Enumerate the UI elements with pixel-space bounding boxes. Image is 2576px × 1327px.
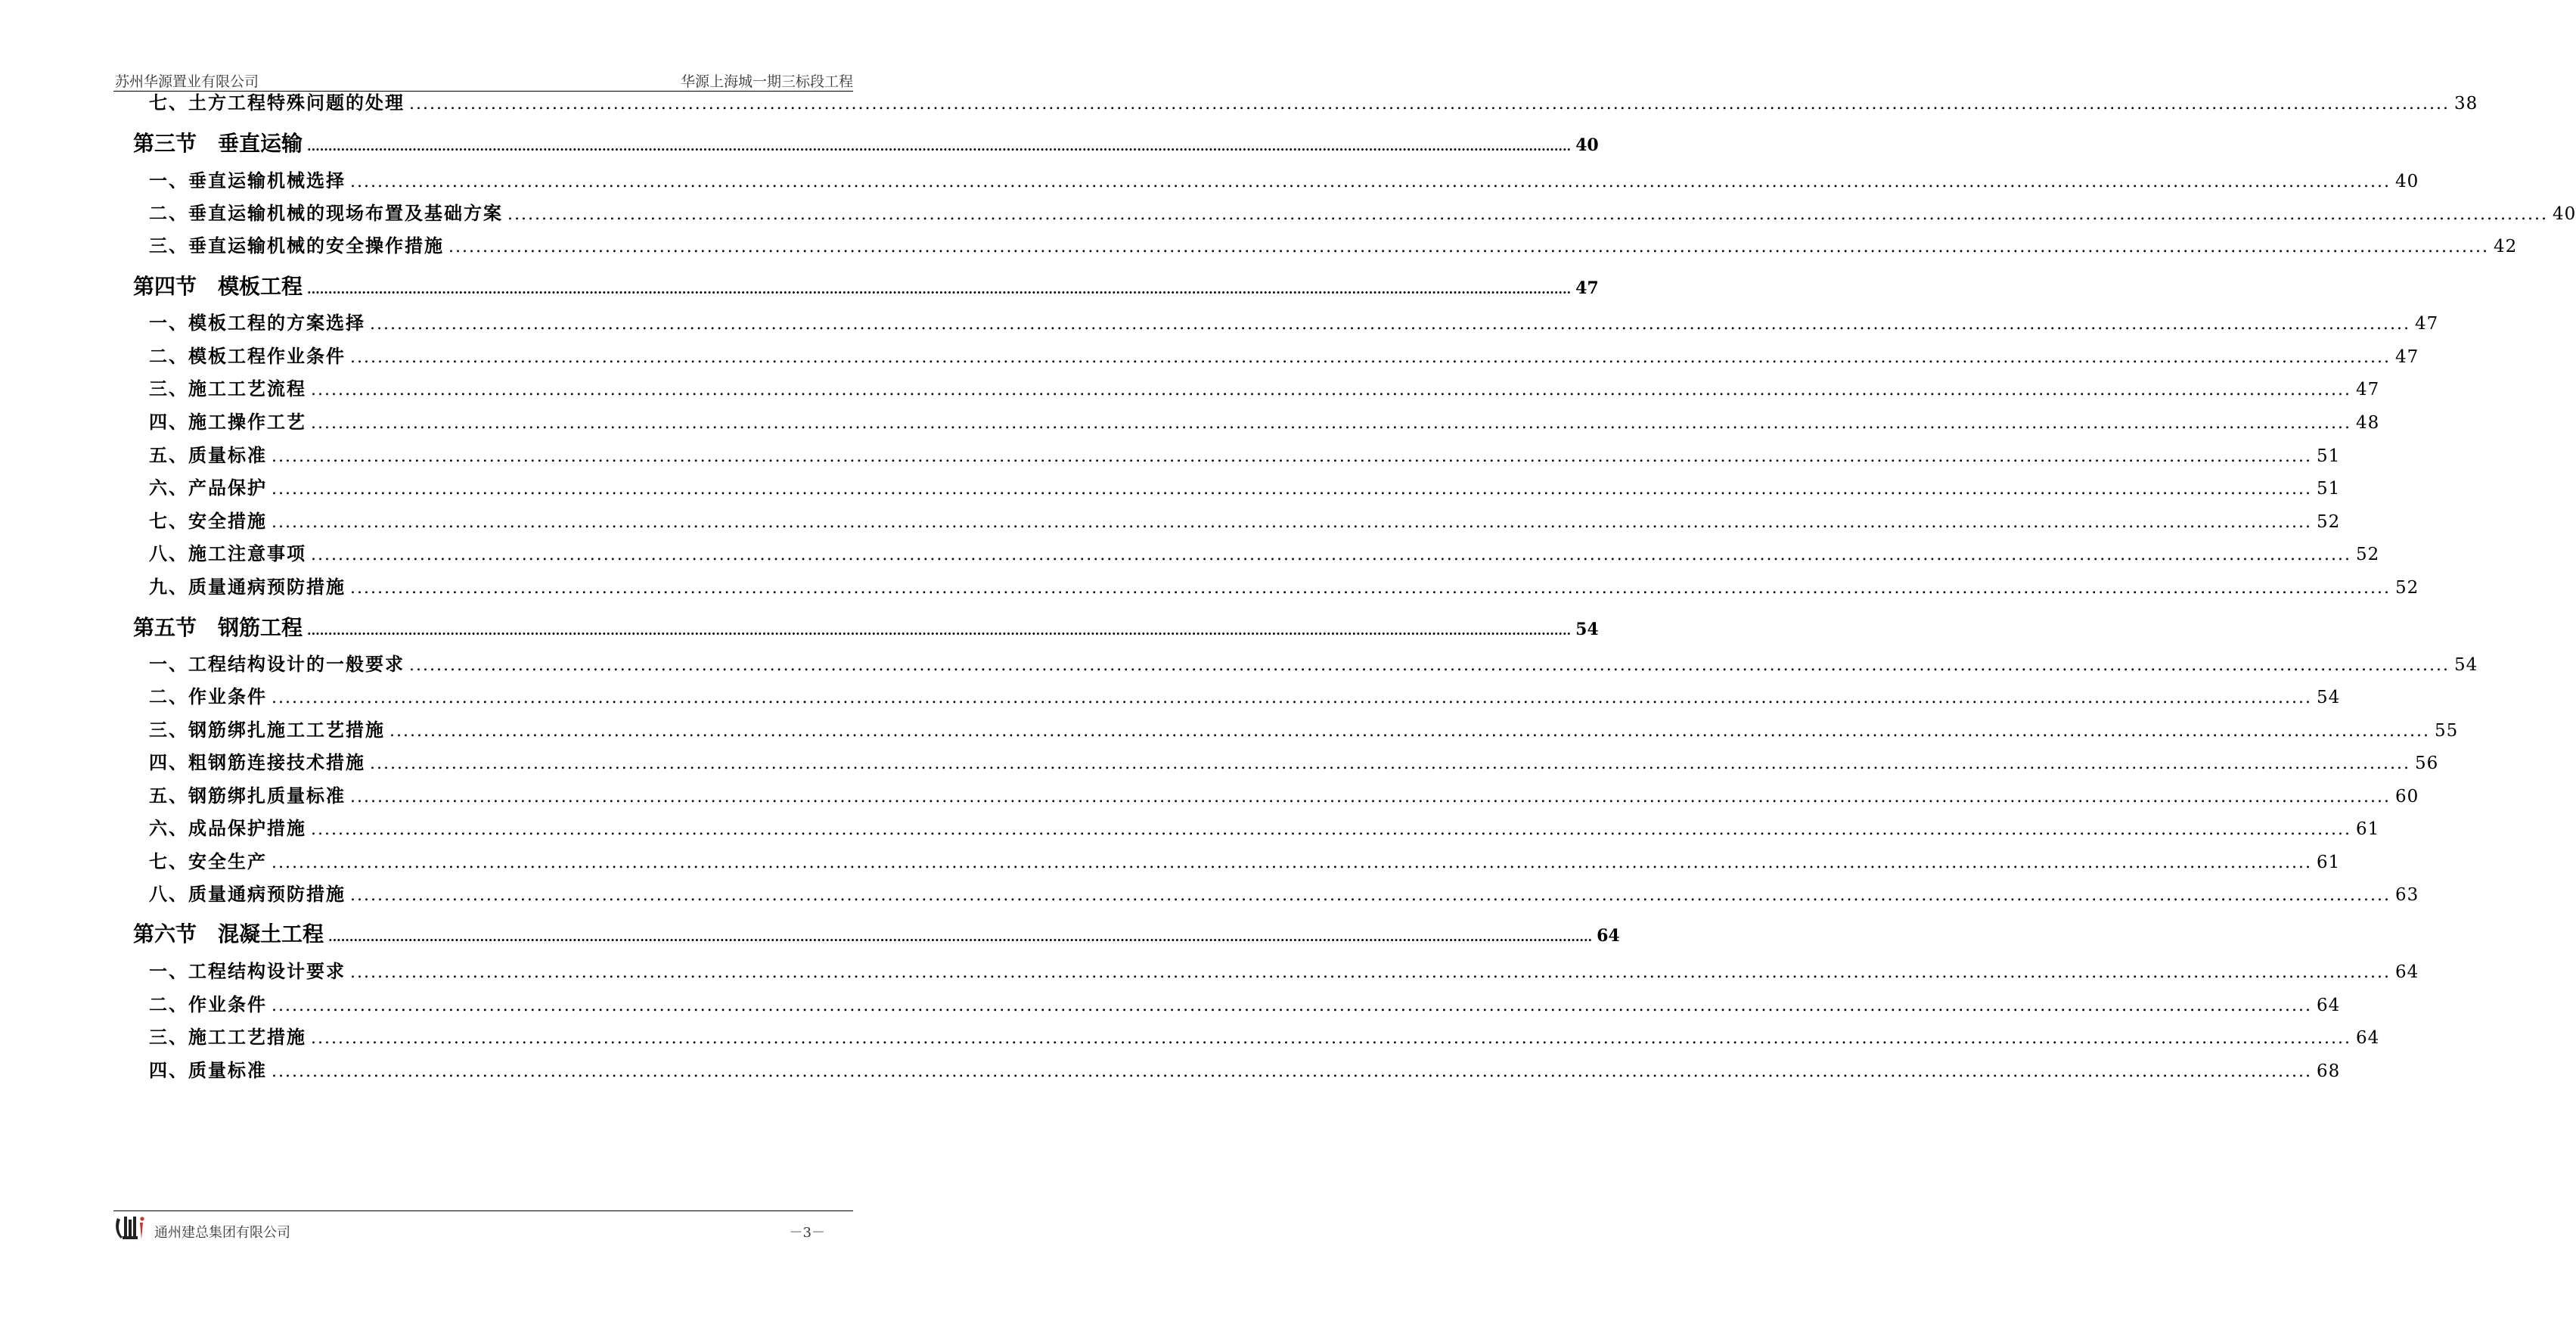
toc-entry-label: 四、质量标准	[149, 1059, 267, 1081]
toc-entry-label: 第六节 混凝土工程	[133, 921, 324, 946]
toc-leader-dots: ............................................................................................................................................................................................................................................................................................................	[311, 1029, 2351, 1048]
toc-entry-page: 40	[2394, 172, 2419, 191]
toc-leader-dots: ............................................................................................................................................................................................................................................................................................................	[311, 414, 2351, 433]
toc-entry-label: 三、垂直运输机械的安全操作措施	[149, 235, 444, 256]
toc-entry	[149, 747, 2439, 774]
toc-entry-label: 三、施工工艺措施	[149, 1026, 306, 1048]
toc-entry-label: 七、安全措施	[149, 510, 267, 532]
toc-entry-page: 64	[1597, 926, 1620, 946]
toc-entry-label: 一、模板工程的方案选择	[149, 312, 365, 334]
toc-leader-dots: ............................................................................................................................................................................................................................................................................................................	[311, 545, 2351, 564]
toc-entry-label: 二、模板工程作业条件	[149, 345, 346, 367]
toc-entry	[149, 88, 2478, 114]
toc-entry-page: 47	[2394, 347, 2419, 367]
toc-entry-page: 42	[2493, 237, 2518, 256]
toc-entry	[149, 374, 2380, 400]
toc-entry-page: 54	[2316, 688, 2341, 707]
toc-leader-dots: ............................................................................................................................................................................................................................................................................................................	[350, 172, 2391, 191]
toc-entry	[149, 308, 2439, 334]
toc-entry-page: 68	[2316, 1061, 2341, 1081]
footer-company: 通州建总集团有限公司	[154, 1225, 290, 1241]
toc-entry-page: 56	[2414, 754, 2439, 773]
toc-leader-dots: ............................................................................................................................................................................................................................................................................................................	[272, 1062, 2312, 1081]
toc-entry	[149, 166, 2419, 192]
toc-entry-label: 三、施工工艺流程	[149, 378, 306, 399]
toc-leader-dots: ............................................................................................................................................................................................................................................................................................................	[409, 656, 2450, 675]
toc-entry	[149, 440, 2341, 467]
toc-entry	[149, 572, 2419, 598]
toc-entry	[149, 715, 2459, 741]
toc-entry-page: 60	[2394, 787, 2419, 806]
toc-leader-dots: ............................................................................................................................................................................................................................................................................................................	[307, 139, 1572, 154]
toc-section-entry	[133, 127, 1599, 157]
toc-leader-dots: ............................................................................................................................................................................................................................................................................................................	[272, 688, 2312, 707]
toc-leader-dots: ............................................................................................................................................................................................................................................................................................................	[350, 348, 2391, 367]
toc-leader-dots: ............................................................................................................................................................................................................................................................................................................	[311, 381, 2351, 399]
toc-entry	[149, 847, 2341, 873]
toc-entry-label: 第五节 钢筋工程	[133, 615, 303, 640]
toc-entry-page: 64	[2394, 962, 2419, 982]
toc-entry-page: 64	[2355, 1028, 2380, 1048]
toc-entry-page: 63	[2394, 885, 2419, 905]
toc-leader-dots: ............................................................................................................................................................................................................................................................................................................	[350, 963, 2391, 982]
toc-leader-dots: ............................................................................................................................................................................................................................................................................................................	[311, 820, 2351, 839]
toc-entry-page: 52	[2316, 512, 2341, 532]
toc-section-entry	[133, 918, 1620, 948]
toc-leader-dots: ............................................................................................................................................................................................................................................................................................................	[350, 886, 2391, 905]
toc-entry	[149, 473, 2341, 499]
toc-entry	[149, 649, 2478, 676]
toc-leader-dots: ............................................................................................................................................................................................................................................................................................................	[350, 579, 2391, 598]
toc-entry	[149, 682, 2341, 708]
toc-entry	[149, 1055, 2341, 1082]
toc-leader-dots: ............................................................................................................................................................................................................................................................................................................	[272, 853, 2312, 872]
toc-leader-dots: ............................................................................................................................................................................................................................................................................................................	[307, 623, 1572, 638]
toc-entry-page: 64	[2316, 996, 2341, 1015]
toc-leader-dots: ............................................................................................................................................................................................................................................................................................................	[390, 722, 2430, 741]
toc-entry-page: 51	[2316, 479, 2341, 499]
toc-entry-label: 九、质量通病预防措施	[149, 576, 346, 598]
toc-entry	[149, 956, 2419, 983]
toc-entry-label: 五、质量标准	[149, 444, 267, 466]
toc-entry-page: 40	[1575, 135, 1599, 155]
toc-entry-page: 54	[2453, 655, 2478, 675]
toc-leader-dots: ............................................................................................................................................................................................................................................................................................................	[272, 447, 2312, 466]
toc-entry-label: 一、工程结构设计的一般要求	[149, 653, 405, 675]
header-company: 苏州华源置业有限公司	[115, 73, 259, 90]
toc-leader-dots: ............................................................................................................................................................................................................................................................................................................	[272, 480, 2312, 499]
toc-entry-label: 四、施工操作工艺	[149, 411, 306, 433]
toc-entry-label: 六、成品保护措施	[149, 817, 306, 839]
toc-entry-page: 40	[2552, 204, 2576, 224]
toc-section-entry	[133, 270, 1599, 300]
toc-entry	[149, 231, 2518, 257]
toc-entry-label: 八、施工注意事项	[149, 542, 306, 564]
toc-entry	[149, 990, 2341, 1016]
toc-entry-label: 三、钢筋绑扎施工工艺措施	[149, 719, 385, 741]
toc-leader-dots: ............................................................................................................................................................................................................................................................................................................	[507, 205, 2548, 224]
toc-entry-label: 八、质量通病预防措施	[149, 883, 346, 905]
toc-leader-dots: ............................................................................................................................................................................................................................................................................................................	[448, 238, 2489, 256]
toc-entry-page: 47	[2355, 380, 2380, 399]
toc-leader-dots: ............................................................................................................................................................................................................................................................................................................	[409, 95, 2450, 113]
toc-entry	[149, 879, 2419, 906]
toc-section-entry	[133, 611, 1599, 642]
toc-entry-label: 第四节 模板工程	[133, 274, 303, 299]
toc-entry-page: 61	[2316, 853, 2341, 872]
toc-entry-page: 54	[1575, 620, 1599, 639]
toc-entry-page: 52	[2394, 578, 2419, 598]
toc-entry	[149, 407, 2380, 434]
toc-entry-page: 38	[2453, 94, 2478, 113]
toc-entry	[149, 341, 2419, 368]
toc-leader-dots: ............................................................................................................................................................................................................................................................................................................	[272, 513, 2312, 532]
header-project: 华源上海城一期三标段工程	[680, 73, 853, 90]
toc-entry-label: 七、安全生产	[149, 850, 267, 872]
toc-entry-label: 第三节 垂直运输	[133, 131, 303, 156]
toc-entry	[149, 506, 2341, 533]
toc-entry	[149, 198, 2576, 225]
toc-entry-label: 一、垂直运输机械选择	[149, 169, 346, 191]
toc-entry-page: 52	[2355, 545, 2380, 564]
toc-entry-label: 六、产品保护	[149, 477, 267, 499]
footer-page-number: －3－	[789, 1225, 825, 1241]
toc-entry-page: 55	[2434, 721, 2459, 741]
company-logo-icon	[115, 1214, 147, 1242]
toc-entry-label: 七、土方工程特殊问题的处理	[149, 92, 405, 113]
toc-entry	[149, 781, 2419, 807]
toc-entry-label: 四、粗钢筋连接技术措施	[149, 751, 365, 773]
toc-leader-dots: ............................................................................................................................................................................................................................................................................................................	[307, 282, 1572, 297]
footer-rule	[113, 1210, 853, 1211]
toc-entry-label: 五、钢筋绑扎质量标准	[149, 785, 346, 806]
toc-entry	[149, 813, 2380, 840]
toc-leader-dots: ............................................................................................................................................................................................................................................................................................................	[272, 996, 2312, 1015]
toc-leader-dots: ............................................................................................................................................................................................................................................................................................................	[370, 754, 2410, 773]
toc-entry-page: 48	[2355, 413, 2380, 433]
toc-entry-label: 一、工程结构设计要求	[149, 960, 346, 982]
toc-entry	[149, 1022, 2380, 1049]
toc-entry	[149, 539, 2380, 565]
toc-leader-dots: ............................................................................................................................................................................................................................................................................................................	[370, 315, 2410, 334]
toc-entry-page: 47	[1575, 278, 1599, 298]
toc-entry-label: 二、作业条件	[149, 685, 267, 707]
toc-leader-dots: ............................................................................................................................................................................................................................................................................................................	[350, 788, 2391, 806]
toc-entry-label: 二、垂直运输机械的现场布置及基础方案	[149, 202, 503, 224]
toc-entry-label: 二、作业条件	[149, 993, 267, 1015]
toc-entry-page: 51	[2316, 446, 2341, 466]
toc-entry-page: 61	[2355, 819, 2380, 839]
toc-entry-page: 47	[2414, 314, 2439, 334]
toc-leader-dots: ............................................................................................................................................................................................................................................................................................................	[328, 930, 1593, 944]
